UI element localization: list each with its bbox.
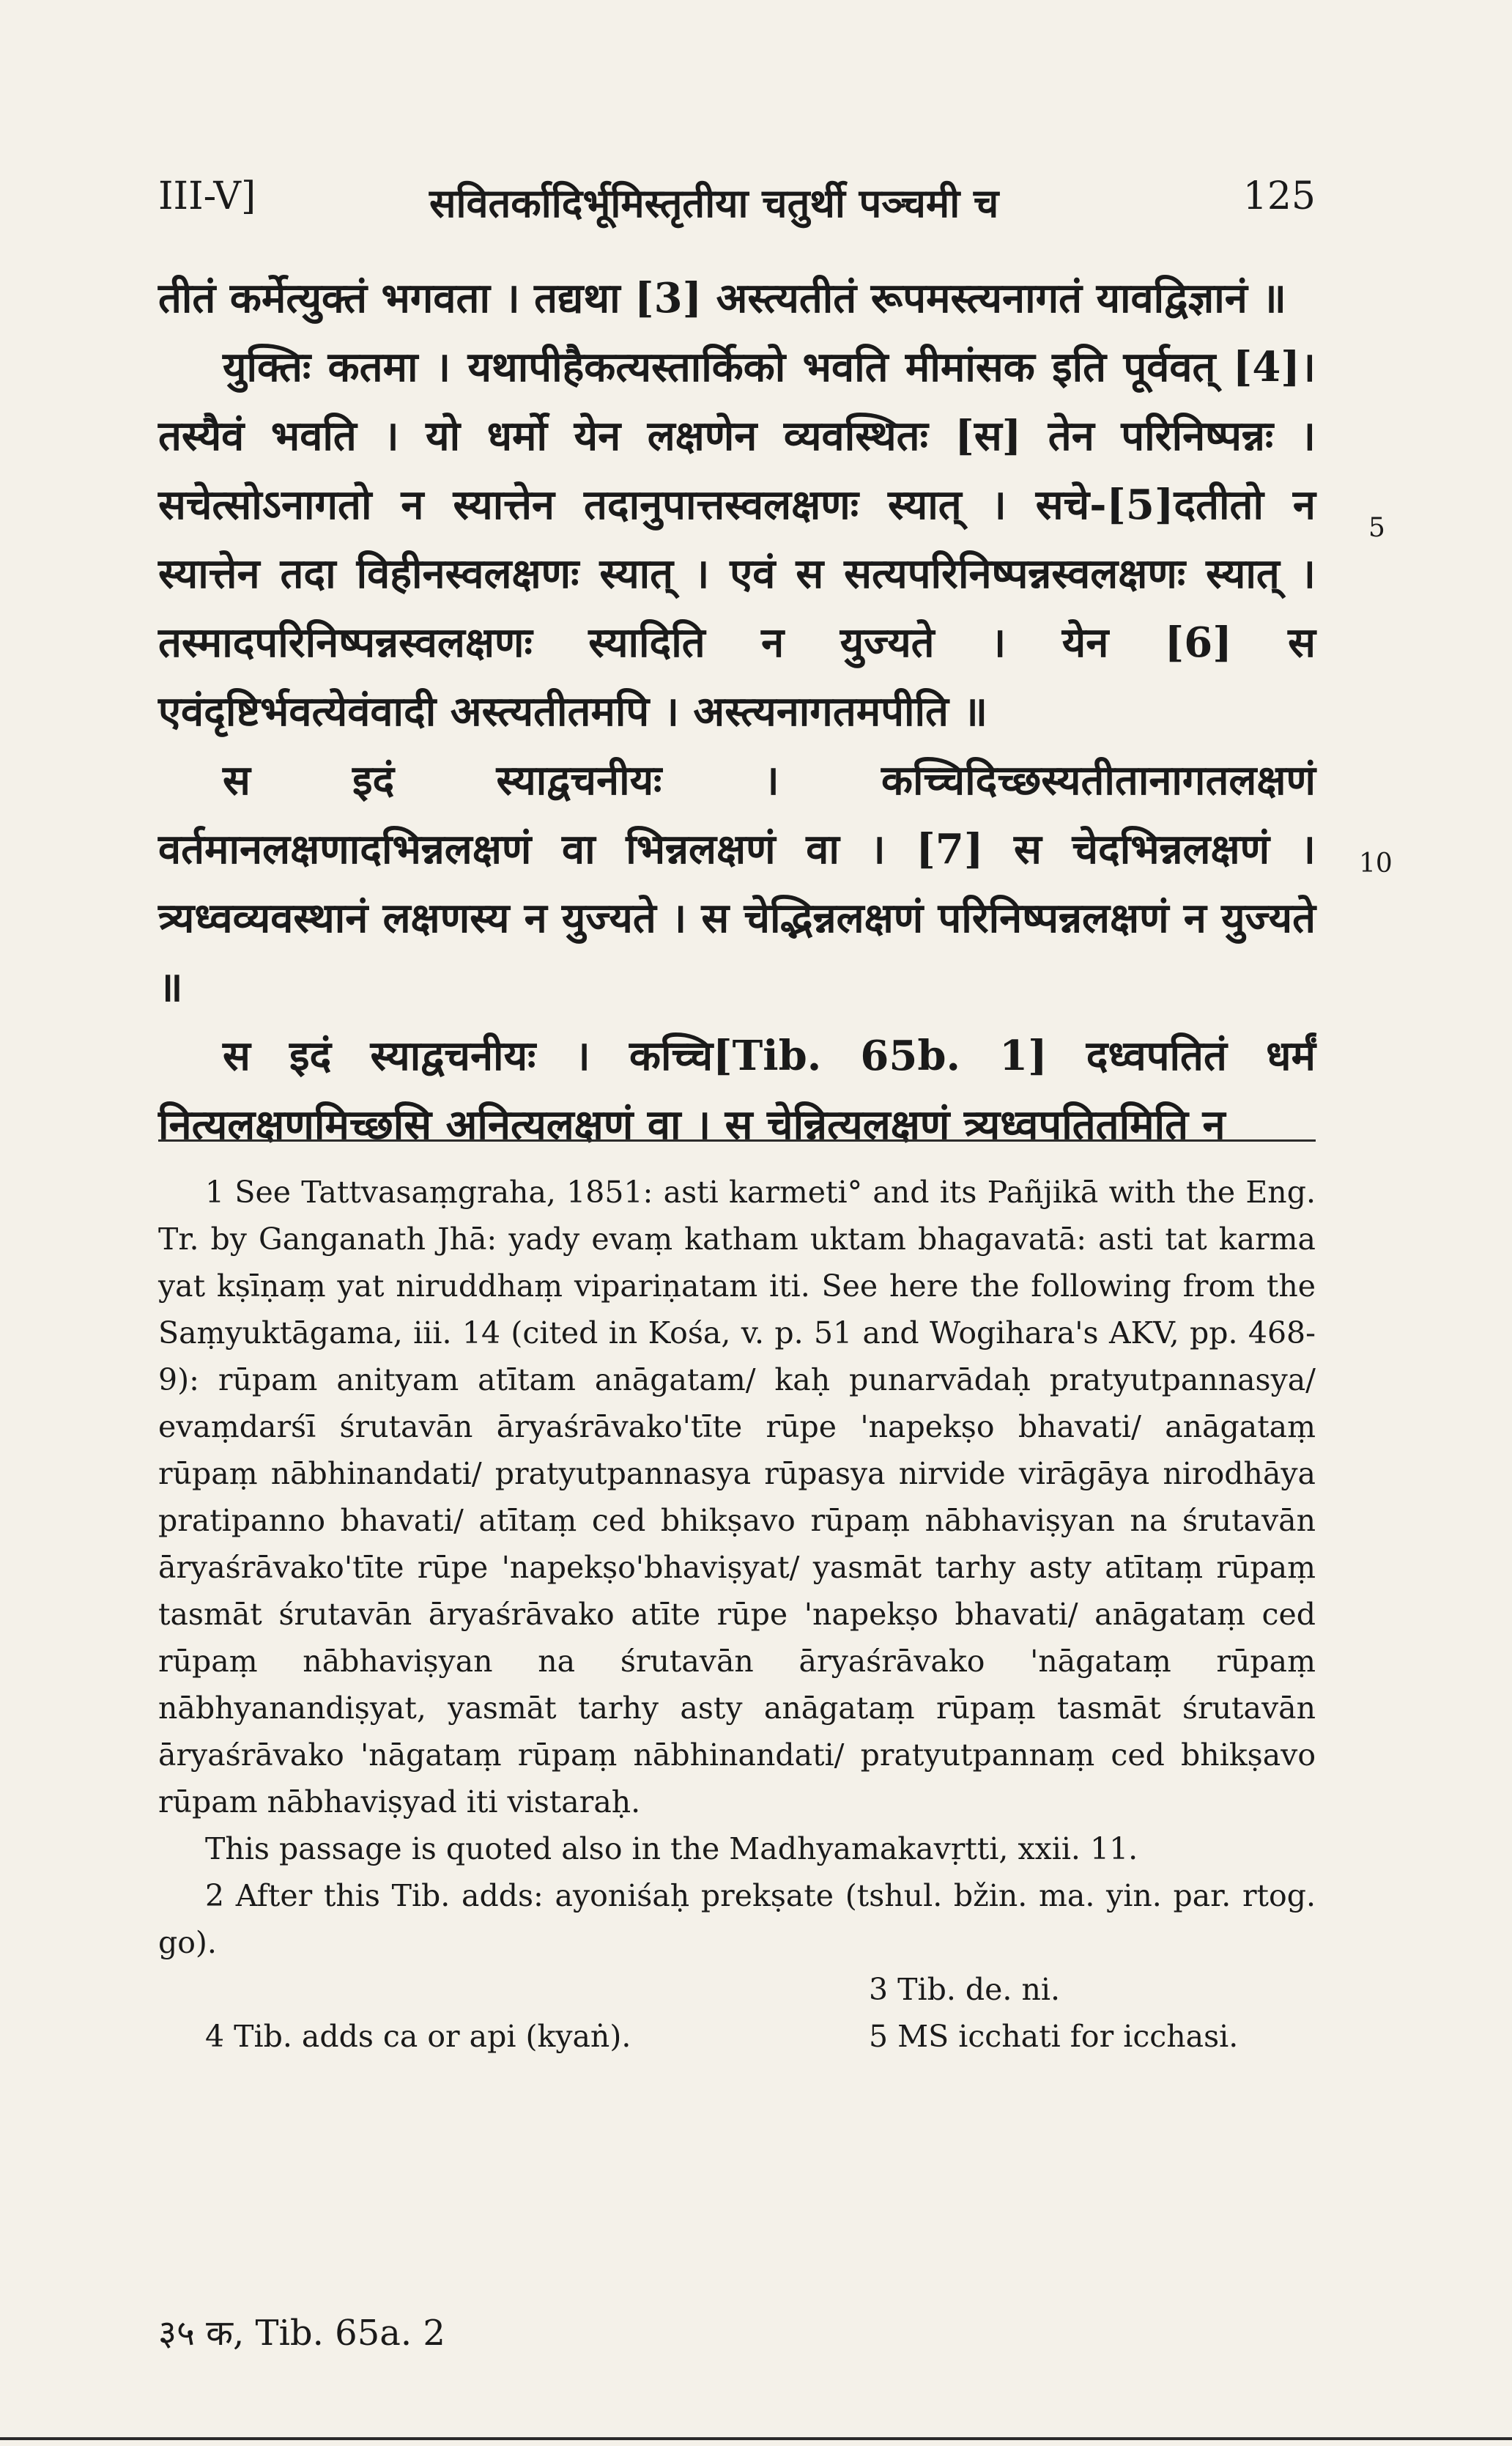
main-text bbox=[158, 264, 1316, 1159]
footnote-row-4-5 bbox=[158, 2013, 1316, 2060]
footnote-rule bbox=[158, 1139, 1316, 1142]
footnote-4: 4 Tib. adds ca or api (kyaṅ). bbox=[205, 2019, 631, 2054]
footnote-5: 5 MS icchati for icchasi. bbox=[869, 2019, 1239, 2054]
footnote-1: 1 See Tattvasaṃgraha, 1851: asti karmeti° and its Pañjikā with the Eng. Tr. by Ganganath Jhā: yady evaṃ katham uktam bhagavatā: asti tat karma yat kṣīṇaṃ yat niruddhaṃ vipariṇatam iti. See here the following from the Saṃyuktāgama, iii. 14 (cited in Kośa, v. p. 51 and Wogihara's AKV, pp. 468-9): rūpam anityam atītam anāgatam/ kaḥ punarvādaḥ pratyutpannasya/ evaṃdarśī śrutavān āryaśrāvako'tīte rūpe 'napekṣo bhavati/ anāgataṃ rūpaṃ nābhinandati/ pratyutpannasya rūpasya nirvide virāgāya nirodhāya pratipanno bhavati/ atītaṃ ced bhikṣavo rūpaṃ nābhaviṣyan na śrutavān āryaśrāvako'tīte rūpe 'napekṣo'bhaviṣyat/ yasmāt tarhy asty atītaṃ rūpaṃ tasmāt śrutavān āryaśrāvako atīte rūpe 'napekṣo bhavati/ anāgataṃ ced rūpaṃ nābhaviṣyan na śrutavān āryaśrāvako 'nāgataṃ rūpaṃ nābhyanandiṣyat, yasmāt tarhy asty anāgataṃ rūpaṃ tasmāt śrutavān āryaśrāvako 'nāgataṃ rūpaṃ nābhinandati/ pratyutpannaṃ ced bhikṣavo rūpam nābhaviṣyad iti vistaraḥ. bbox=[158, 1175, 1316, 1819]
section-ref: III-V] bbox=[158, 174, 256, 218]
paragraph-2: युक्तिः कतमा । यथापीहैकत्यस्तार्किको भवति मीमांसक इति पूर्ववत् [4]। तस्यैवं भवति । यो धर्मो येन लक्षणेन व्यवस्थितः [स] तेन परिनिष्पन्नः । सचेत्सोऽनागतो न स्यात्तेन तदानुपात्तस्वलक्षणः स्यात् । सचे-[5]दतीतो न स्यात्तेन तदा विहीनस्वलक्षणः स्यात् । एवं स सत्यपरिनिष्पन्नस्वलक्षणः स्यात् । तस्मादपरिनिष्पन्नस्वलक्षणः स्यादिति न युज्यते । येन [6] स एवंदृष्टिर्भवत्येवंवादी अस्त्यतीतमपि । अस्त्यनागतमपीति ॥ bbox=[158, 343, 1316, 736]
footnotes bbox=[158, 1169, 1316, 2060]
running-header bbox=[158, 174, 1316, 240]
footnote-2-spacer bbox=[158, 1966, 869, 2013]
line-number-10: 10 bbox=[1359, 849, 1393, 879]
page-number: 125 bbox=[1242, 174, 1316, 218]
footnote-row-3 bbox=[158, 1966, 1316, 2013]
footnote-3: 3 Tib. de. ni. bbox=[869, 1972, 1061, 2007]
line-number-5: 5 bbox=[1368, 513, 1385, 543]
bottom-edge-rule bbox=[0, 2437, 1512, 2440]
footnote-1-continued: This passage is quoted also in the Madhyamakavṛtti, xxii. 11. bbox=[205, 1831, 1138, 1866]
footnote-2: 2 After this Tib. adds: ayoniśaḥ prekṣate (tshul. bžin. ma. yin. par. rtog. go). bbox=[158, 1878, 1316, 1960]
paragraph-1: तीतं कर्मेत्युक्तं भगवता । तद्यथा [3] अस्त्यतीतं रूपमस्त्यनागतं यावद्विज्ञानं ॥ bbox=[158, 274, 1286, 322]
running-title: सवितर्कादिर्भूमिस्तृतीया चतुर्थी पञ्चमी च bbox=[429, 180, 999, 226]
signature-mark: ३५ क, Tib. 65a. 2 bbox=[158, 2313, 445, 2354]
paragraph-4: स इदं स्याद्वचनीयः । कच्चि[Tib. 65b. 1] दध्वपतितं धर्मं नित्यलक्षणमिच्छसि अनित्यलक्षणं वा । स चेन्नित्यलक्षणं त्र्यध्वपतितमिति न bbox=[158, 1032, 1316, 1149]
paragraph-3: स इदं स्याद्वचनीयः । कच्चिदिच्छस्यतीतानागतलक्षणं वर्तमानलक्षणादभिन्नलक्षणं वा भिन्नलक्षणं वा । [7] स चेदभिन्नलक्षणं । त्र्यध्वव्यवस्थानं लक्षणस्य न युज्यते । स चेद्भिन्नलक्षणं परिनिष्पन्नलक्षणं न युज्यते ॥ bbox=[158, 756, 1316, 1011]
